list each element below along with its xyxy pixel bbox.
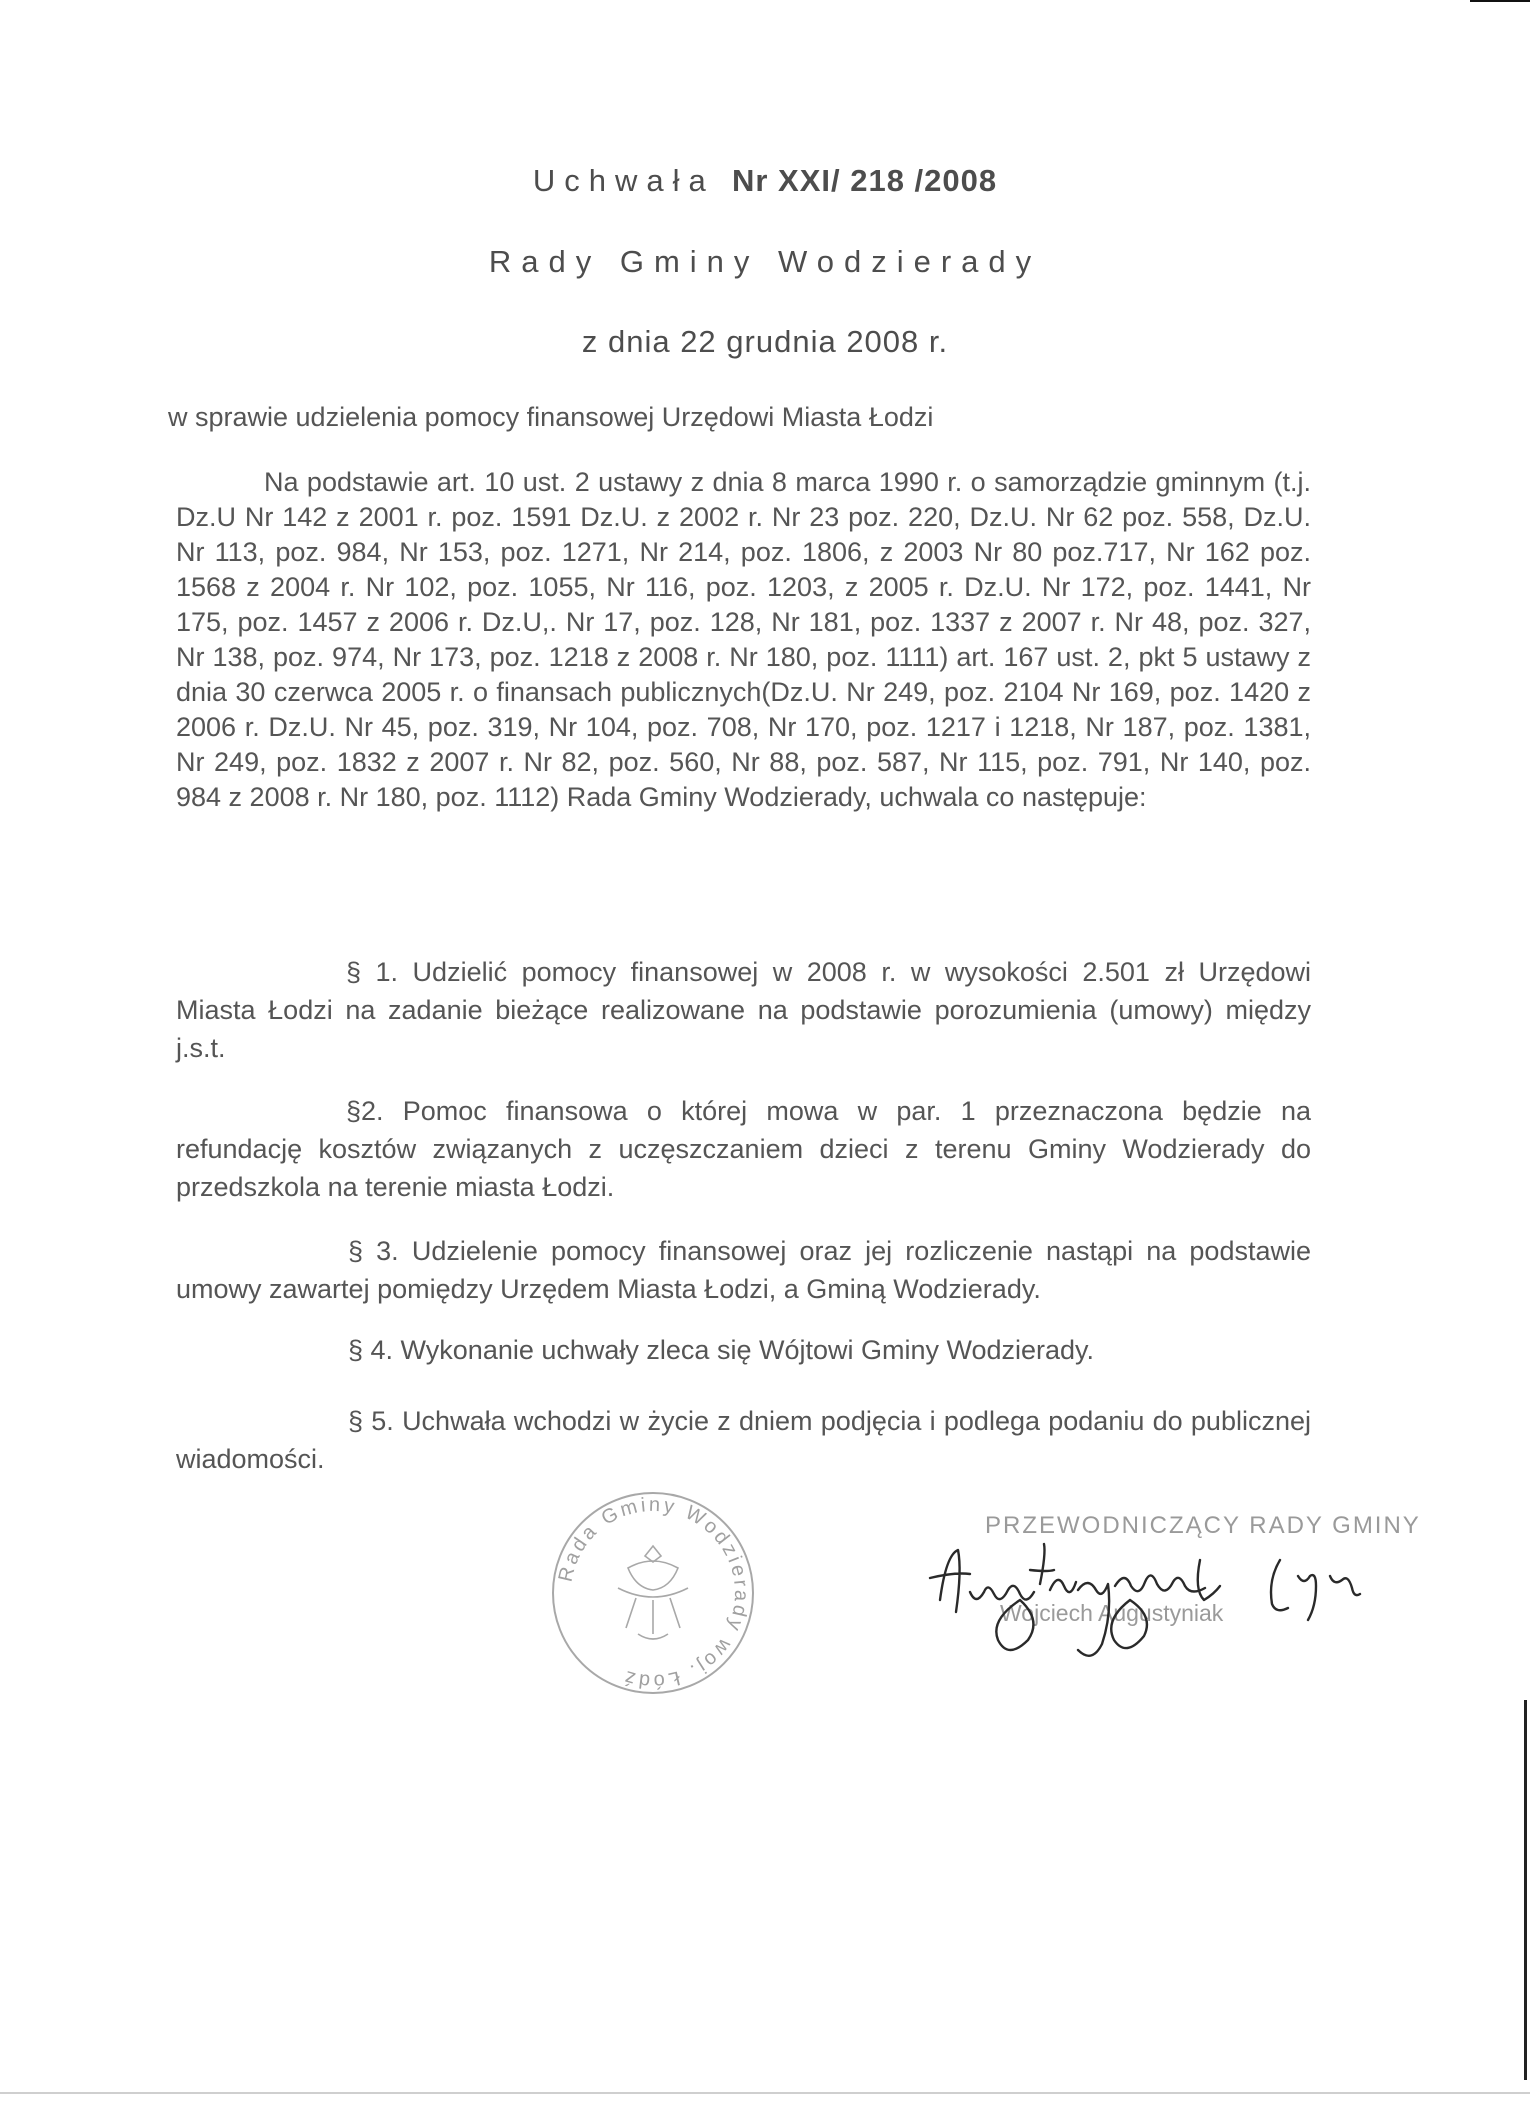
resolution-date: z dnia 22 grudnia 2008 r. [581, 324, 949, 359]
chairman-signature-block [900, 1500, 1420, 1660]
resolution-subject: w sprawie udzielenia pomocy finansowej Urzędowi Miasta Łodzi [168, 402, 934, 432]
signature-title: PRZEWODNICZĄCY RADY GMINY [985, 1512, 1421, 1539]
section-2: §2. Pomoc finansowa o której mowa w par. 1 przeznaczona będzie na refundację kosztów związanych z uczęszczaniem dzieci z terenu Gminy Wodzierady do przedszkola na terenie miasta Łodzi. [176, 1096, 1319, 1202]
council-name: Rady Gminy Wodzierady [488, 244, 1042, 279]
resolution-title [0, 163, 1530, 199]
section-1: § 1. Udzielić pomocy finansowej w 2008 r. w wysokości 2.501 zł Urzędowi Miasta Łodzi na zadanie bieżące realizowane na podstawie porozumienia (umowy) między j.s.t. [176, 957, 1319, 1063]
section-5: § 5. Uchwała wchodzi w życie z dniem podjęcia i podlega podaniu do publicznej wiadomości. [176, 1406, 1319, 1474]
seal-stamp-icon [548, 1488, 758, 1698]
legal-basis-paragraph: Na podstawie art. 10 ust. 2 ustawy z dnia 8 marca 1990 r. o samorządzie gminnym (t.j. Dz.U Nr 142 z 2001 r. poz. 1591 Dz.U. z 2002 r. Nr 23 poz. 220, Dz.U. Nr 62 poz. 558, Dz.U. Nr 113, poz. 984, Nr 153, poz. 1271, Nr 214, poz. 1806, z 2003 Nr 80 poz.717, Nr 162 poz. 1568 z 2004 r. Nr 102, poz. 1055, Nr 116, poz. 1203, z 2005 r. Dz.U. Nr 172, poz. 1441, Nr 175, poz. 1457 z 2006 r. Dz.U,. Nr 17, poz. 128, Nr 181, poz. 1337 z 2007 r. Nr 48, poz. 327, Nr 138, poz. 974, Nr 173, poz. 1218 z 2008 r. Nr 180, poz. 1111) art. 167 ust. 2, pkt 5 ustawy z dnia 30 czerwca 2005 r. o finansach publicznych(Dz.U. Nr 249, poz. 2104 Nr 169, poz. 1420 z 2006 r. Dz.U. Nr 45, poz. 319, Nr 104, poz. 708, Nr 170, poz. 1217 i 1218, Nr 187, poz. 1381, Nr 249, poz. 1832 z 2007 r. Nr 82, poz. 560, Nr 88, poz. 587, Nr 115, poz. 791, Nr 140, poz. 984 z 2008 r. Nr 180, poz. 1112) Rada Gminy Wodzierady, uchwala co następuje: [176, 467, 1319, 812]
signature-name: Wojciech Augustyniak [1000, 1600, 1224, 1626]
svg-text:Rada Gminy Wodzierady woj. Łód [555, 1494, 753, 1692]
resolution-number: Nr XXI/ 218 /2008 [731, 163, 998, 198]
resolution-word: Uchwała [532, 163, 715, 198]
section-4: § 4. Wykonanie uchwały zleca się Wójtowi Gminy Wodzierady. [348, 1335, 1095, 1365]
section-3: § 3. Udzielenie pomocy finansowej oraz jej rozliczenie nastąpi na podstawie umowy zawartej pomiędzy Urzędem Miasta Łodzi, a Gminą Wodzierady. [176, 1236, 1319, 1304]
handwritten-signature-icon [900, 1500, 1420, 1660]
seal-text: Rada Gminy Wodzierady woj. Łódź [554, 1493, 753, 1693]
official-seal-stamp [548, 1488, 758, 1698]
scan-edge-right [1524, 1700, 1527, 2080]
scan-edge-bottom [0, 2092, 1530, 2094]
scan-edge-top [1470, 0, 1530, 2]
